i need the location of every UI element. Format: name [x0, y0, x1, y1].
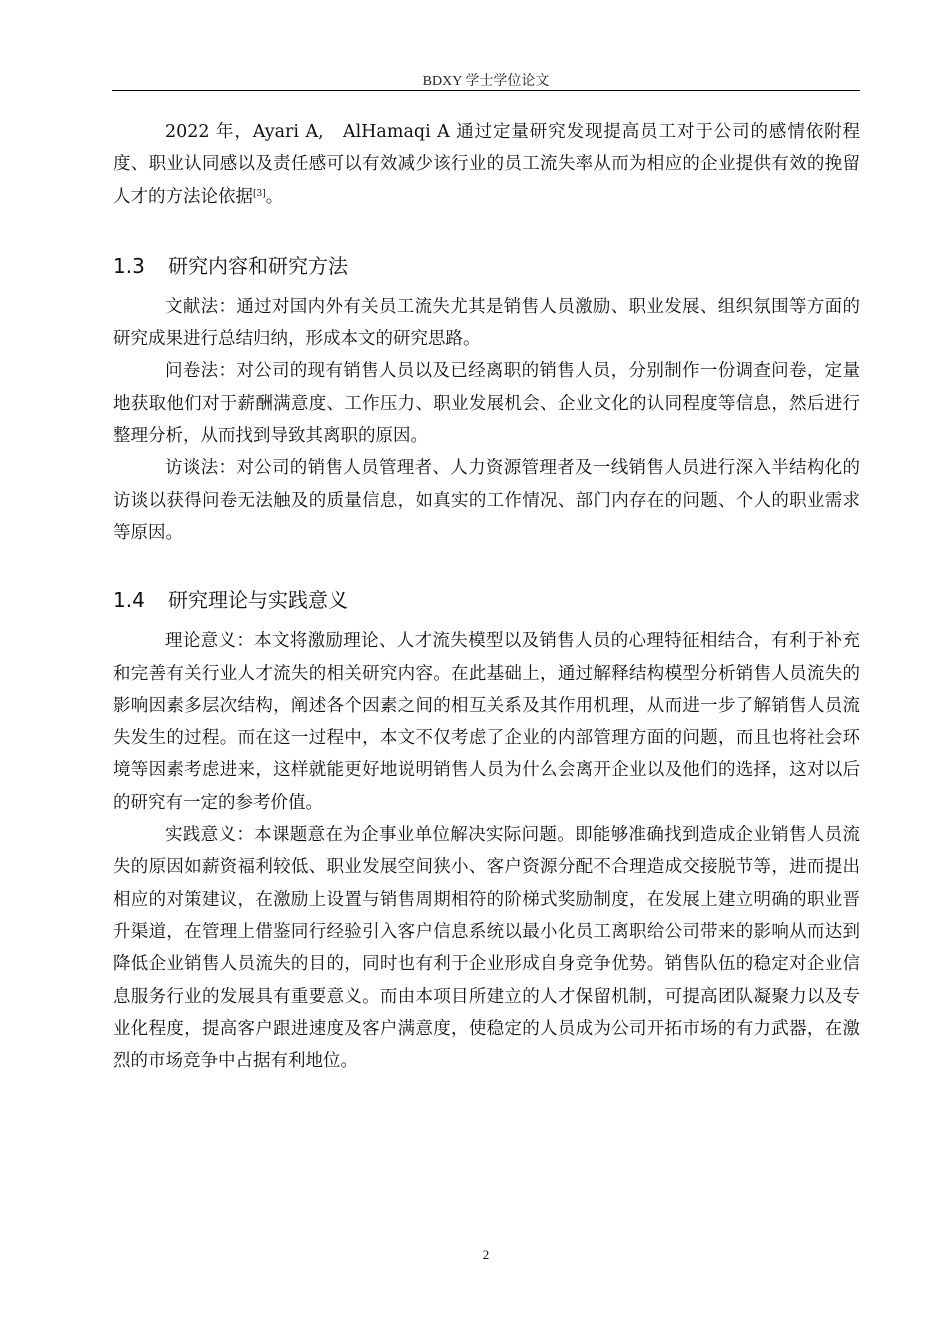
paragraph-practical-significance: 实践意义：本课题意在为企事业单位解决实际问题。即能够准确找到造成企业销售人员流失的原因如薪资福利较低、职业发展空间狭小、客户资源分配不合理造成交接脱节等，进而提出相应的对策建议，在激励上设置与销售周期相符的阶梯式奖励制度，在发展上建立明确的职业晋升渠道，在管理上借鉴同行经验引入客户信息系统以最小化员工离职给公司带来的影响从而达到降低企业销售人员流失的目的，同时也有利于企业形成自身竞争优势。销售队伍的稳定对企业信息服务行业的发展具有重要意义。而由本项目所建立的人才保留机制，可提高团队凝聚力以及专业化程度，提高客户跟进速度及客户满意度，使稳定的人员成为公司开拓市场的有力武器，在激烈的市场竞争中占据有利地位。 [113, 825, 860, 1072]
section-title: 研究内容和研究方法 [168, 253, 348, 278]
page-body [113, 116, 860, 1077]
header-rule [112, 90, 860, 91]
running-header: BDXY 学士学位论文 [422, 74, 550, 89]
paragraph-literature-method: 文献法：通过对国内外有关员工流失尤其是销售人员激励、职业发展、组织氛围等方面的研究成果进行总结归纳，形成本文的研究思路。 [113, 296, 860, 350]
paragraph-interview-method: 访谈法：对公司的销售人员管理者、人力资源管理者及一线销售人员进行深入半结构化的访谈以获得问卷无法触及的质量信息，如真实的工作情况、部门内存在的问题、个人的职业需求等原因。 [113, 458, 860, 543]
citation-ref: [3] [253, 188, 266, 199]
intro-text: 2022 年，Ayari A, AlHamaqi A 通过定量研究发现提高员工对于公司的感情依附程度、职业认同感以及责任感可以有效减少该行业的员工流失率从而为相应的企业提供有效的挽留人才的方法论依据 [113, 122, 860, 207]
paragraph-theoretical-significance: 理论意义：本文将激励理论、人才流失模型以及销售人员的心理特征相结合，有利于补充和完善有关行业人才流失的相关研究内容。在此基础上，通过解释结构模型分析销售人员流失的影响因素多层次结构，阐述各个因素之间的相互关系及其作用机理，从而进一步了解销售人员流失发生的过程。而在这一过程中，本文不仅考虑了企业的内部管理方面的问题，而且也将社会环境等因素考虑进来，这样就能更好地说明销售人员为什么会离开企业以及他们的选择，这对以后的研究有一定的参考价值。 [113, 631, 860, 813]
section-heading-1-4 [113, 585, 860, 615]
intro-tail: 。 [265, 186, 284, 207]
section-heading-1-3 [113, 251, 860, 281]
section-title: 研究理论与实践意义 [168, 588, 348, 613]
section-number: 1.3 [113, 253, 145, 278]
section-number: 1.4 [113, 588, 145, 613]
paragraph-questionnaire-method: 问卷法：对公司的现有销售人员以及已经离职的销售人员，分别制作一份调查问卷，定量地获取他们对于薪酬满意度、工作压力、职业发展机会、企业文化的认同程度等信息，然后进行整理分析，从而找到导致其离职的原因。 [113, 361, 860, 447]
page-number: 2 [482, 1247, 490, 1262]
intro-paragraph [113, 116, 860, 213]
